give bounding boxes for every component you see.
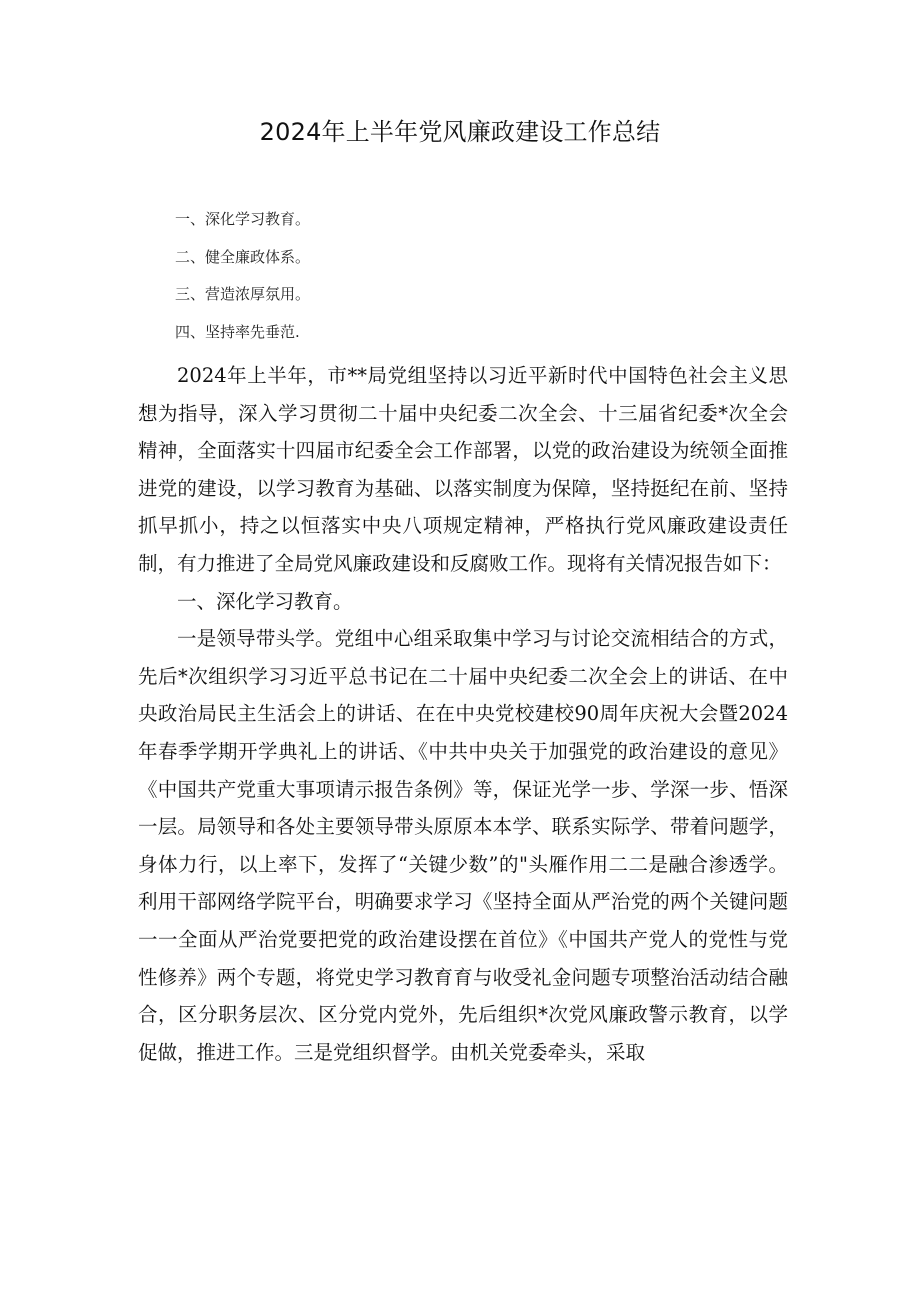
toc-item: 一、深化学习教育。 — [175, 210, 311, 228]
document-title: 2024年上半年党风廉政建设工作总结 — [259, 118, 661, 146]
toc-item: 三、营造浓厚氛用。 — [175, 285, 311, 303]
intro-paragraph: 2024年上半年，市**局党组坚持以习近平新时代中国特色社会主义思想为指导，深入学习贯彻二十届中央纪委二次全会、十三届省纪委*次全会精神，全面落实十四届市纪委全会工作部署，以党的政治建设为统领全面推进党的建设，以学习教育为基础、以落实制度为保障，坚持挺纪在前、坚持抓早抓小，持之以恒落实中央八项规定精神，严格执行党风廉政建设责任制，有力推进了全局党风廉政建设和反腐败工作。现将有关情况报告如下： — [138, 364, 788, 575]
table-of-contents — [175, 212, 310, 362]
document-body — [138, 357, 788, 1071]
body-paragraph: 一是领导带头学。党组中心组采取集中学习与讨论交流相结合的方式，先后*次组织学习习近平总书记在二十届中央纪委二次全会上的讲话、在中央政治局民主生活会上的讲话、在在中央党校建校90周年庆祝大会暨2024年春季学期开学典礼上的讲话、《中共中央关于加强党的政治建设的意见》《中国共产党重大事项请示报告条例》等，保证光学一步、学深一步、悟深一层。局领导和各处主要领导带头原原本本学、联系实际学、带着问题学，身体力行，以上率下，发挥了“关键少数”的"头雁作用二二是融合渗透学。利用干部网络学院平台，明确要求学习《坚持全面从严治党的两个关键问题一一全面从严治党要把党的政治建设摆在首位》《中国共产党人的党性与党性修养》两个专题，将党史学习教育育与收受礼金问题专项整治活动结合融合，区分职务层次、区分党内党外，先后组织*次党风廉政警示教育，以学促做，推进工作。三是党组织督学。由机关党委牵头，采取 — [138, 627, 788, 1064]
toc-item: 二、健全廉政体系。 — [175, 247, 311, 266]
section-heading: 一、深化学习教育。 — [177, 589, 353, 613]
toc-item: 四、坚持率先垂范. — [175, 322, 300, 341]
